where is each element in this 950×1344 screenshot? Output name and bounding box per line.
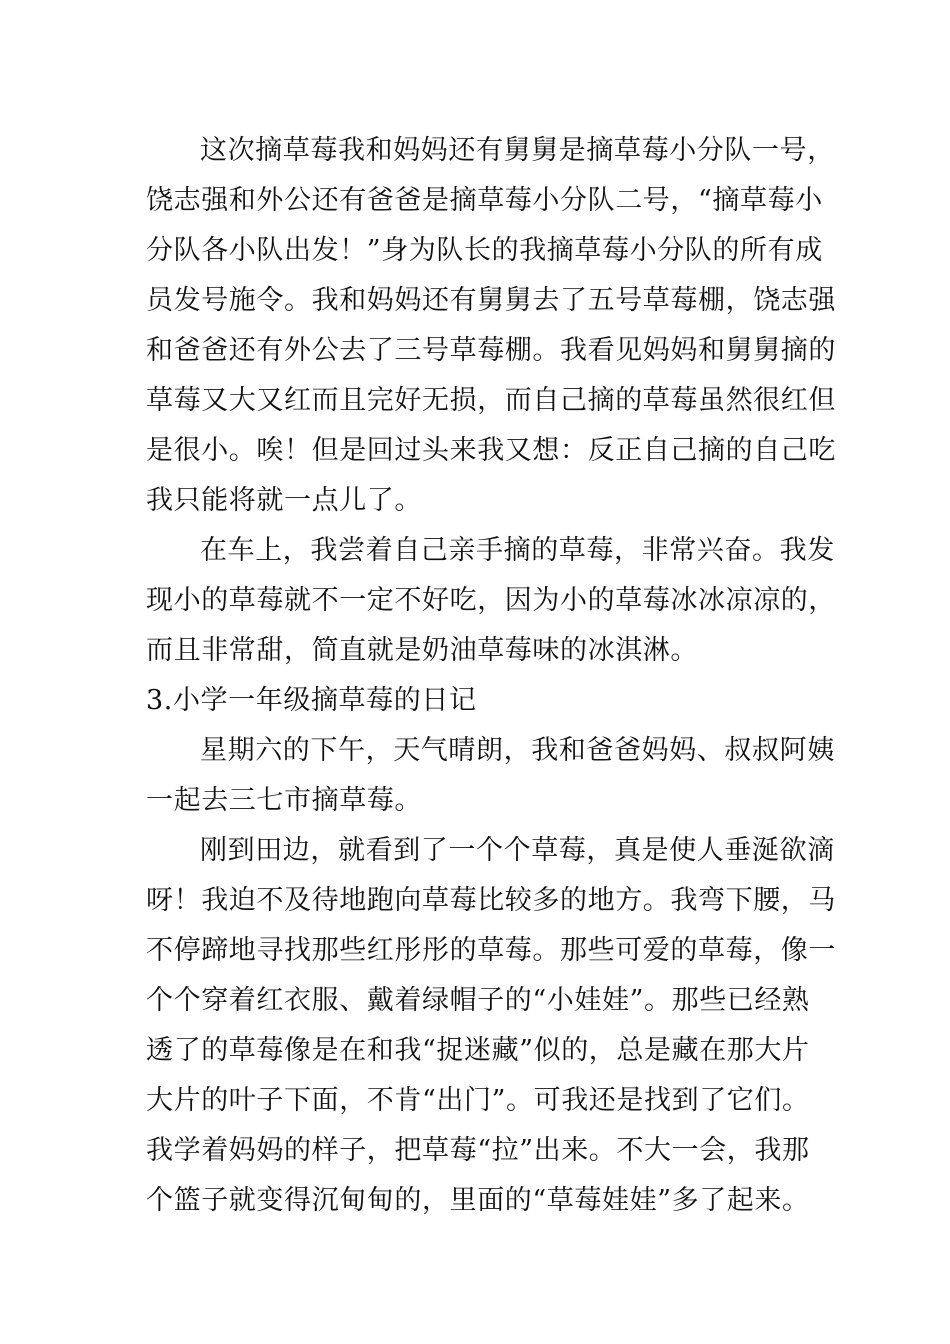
text-line: 我学着妈妈的样子，把草莓“拉”出来。不大一会，我那 [146, 1135, 810, 1166]
paragraph-in-the-field [146, 826, 836, 1226]
text-line: 这次摘草莓我和妈妈还有舅舅是摘草莓小分队一号， [200, 135, 835, 166]
text-line: 现小的草莓就不一定不好吃，因为小的草莓冰冰凉凉的， [146, 585, 836, 616]
section-heading [146, 676, 816, 726]
paragraph-saturday [146, 726, 835, 826]
text-line: 个个穿着红衣服、戴着绿帽子的“小娃娃”。那些已经熟 [146, 985, 810, 1016]
text-line: 透了的草莓像是在和我“捉迷藏”似的，总是藏在那大片 [146, 1035, 810, 1066]
text-line: 大片的叶子下面，不肯“出门”。可我还是找到了它们。 [146, 1085, 810, 1116]
text-line: 和爸爸还有外公去了三号草莓棚。我看见妈妈和舅舅摘的 [146, 335, 836, 366]
text-line: 分队各小队出发！”身为队长的我摘草莓小分队的所有成 [146, 235, 823, 266]
text-line: 饶志强和外公还有爸爸是摘草莓小分队二号，“摘草莓小 [146, 185, 823, 216]
text-line: 不停蹄地寻找那些红彤彤的草莓。那些可爱的草莓，像一 [146, 935, 836, 966]
text-line: 刚到田边，就看到了一个个草莓，真是使人垂涎欲滴 [200, 835, 835, 866]
section-title: 3.小学一年级摘草莓的日记 [146, 685, 477, 716]
text-line: 员发号施令。我和妈妈还有舅舅去了五号草莓棚，饶志强 [146, 285, 836, 316]
text-line: 而且非常甜，简直就是奶油草莓味的冰淇淋。 [146, 635, 698, 666]
text-line: 是很小。唉！但是回过头来我又想：反正自己摘的自己吃 [146, 435, 836, 466]
text-line: 个篮子就变得沉甸甸的，里面的“草莓娃娃”多了起来。 [146, 1185, 810, 1216]
text-line: 呀！我迫不及待地跑向草莓比较多的地方。我弯下腰，马 [146, 885, 836, 916]
text-line: 草莓又大又红而且完好无损，而自己摘的草莓虽然很红但 [146, 385, 836, 416]
text-line: 星期六的下午，天气晴朗，我和爸爸妈妈、叔叔阿姨 [200, 735, 835, 766]
text-line: 我只能将就一点儿了。 [146, 485, 422, 516]
paragraph-in-the-car [146, 526, 836, 676]
document-body [146, 126, 836, 1226]
text-line: 在车上，我尝着自己亲手摘的草莓，非常兴奋。我发 [200, 535, 835, 566]
text-line: 一起去三七市摘草莓。 [146, 785, 422, 816]
paragraph-strawberry-teams [146, 126, 836, 526]
